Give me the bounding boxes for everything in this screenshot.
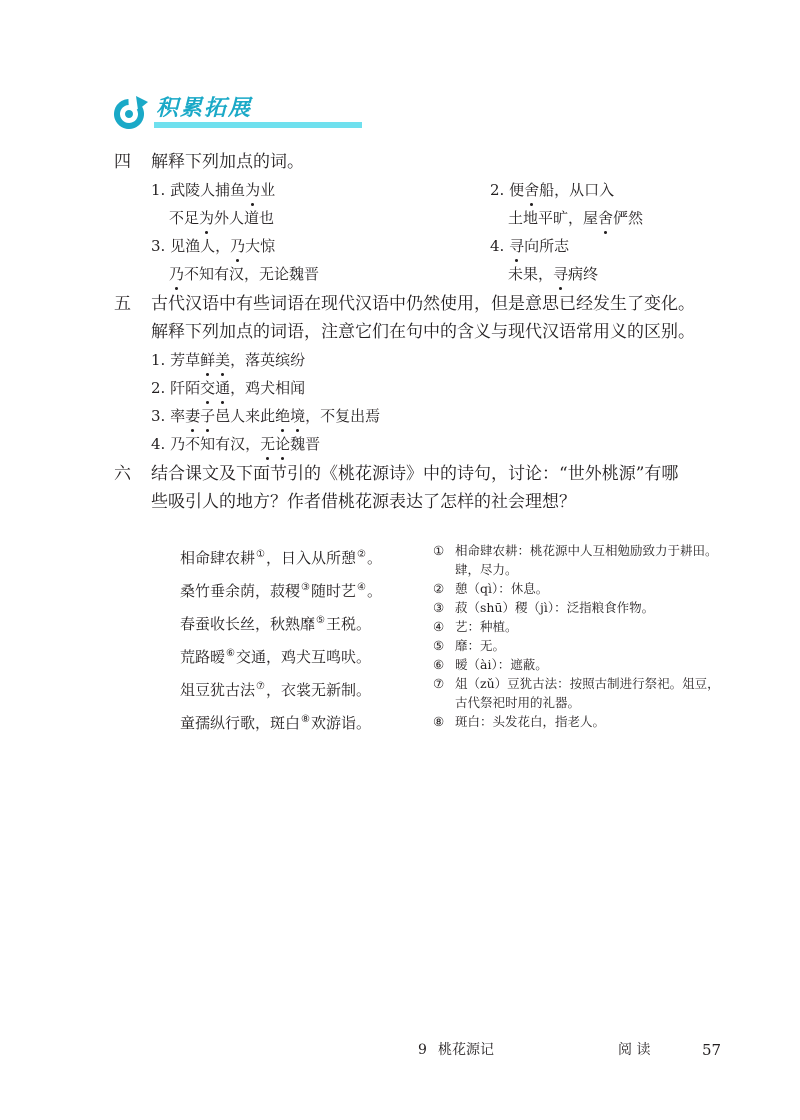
footnote: ① 相命肆农耕：桃花源中人互相勉励致力于耕田。肆，尽力。 xyxy=(433,543,718,577)
q5-number: 五 xyxy=(114,294,131,314)
poem-line: 相命肆农耕①，日入从所憩②。 xyxy=(180,549,382,567)
poem-line: 桑竹垂余荫，菽稷③随时艺④。 xyxy=(180,582,382,600)
poem-line: 春蚕收长丝，秋熟靡⑤王税。 xyxy=(180,615,371,633)
footnote: ⑥ 暧（ài）：遮蔽。 xyxy=(433,657,548,672)
q5-line1: 古代汉语中有些词语在现代汉语中仍然使用，但是意思已经发生了变化。 xyxy=(151,294,695,314)
q4-item-2-line1: 2. 便舍船，从口入 xyxy=(490,176,614,204)
footer-lesson-title: 桃花源记 xyxy=(438,1042,494,1058)
q6-number: 六 xyxy=(114,464,131,484)
q5-line2: 解释下列加点的词语，注意它们在句中的含义与现代汉语常用义的区别。 xyxy=(151,322,695,342)
q4-item-4-line1: 4. 寻向所志 xyxy=(490,232,569,260)
section-title: 积累拓展 xyxy=(156,96,253,121)
q4-item-2-line2: 土地平旷，屋舍俨然 xyxy=(508,204,643,232)
poem-line: 俎豆犹古法⑦，衣裳无新制。 xyxy=(180,681,371,699)
q4-item-1-line1: 1. 武陵人捕鱼为业 xyxy=(151,176,275,204)
q5-item-3: 3. 率妻子邑人来此绝境，不复出焉 xyxy=(151,402,380,430)
q4-text: 解释下列加点的词。 xyxy=(151,152,304,172)
poem-line: 荒路暧⑥交通，鸡犬互鸣吠。 xyxy=(180,648,371,666)
footnote: ② 憩（qì）：休息。 xyxy=(433,581,549,596)
footnote: ⑧ 斑白：头发花白，指老人。 xyxy=(433,714,606,729)
footnote: ③ 菽（shū）稷（jì）：泛指粮食作物。 xyxy=(433,600,655,615)
footer-section: 阅 读 xyxy=(618,1042,651,1058)
q4-item-4-line2: 未果，寻病终 xyxy=(508,260,598,288)
q6-line1: 结合课文及下面节引的《桃花源诗》中的诗句，讨论：“世外桃源”有哪 xyxy=(151,464,679,484)
footnotes xyxy=(433,541,723,731)
q5-item-4: 4. 乃不知有汉，无论魏晋 xyxy=(151,430,320,458)
poem-excerpt xyxy=(180,540,382,738)
q5-item-2: 2. 阡陌交通，鸡犬相闻 xyxy=(151,374,305,402)
q4-item-1-line2: 不足为外人道也 xyxy=(169,204,274,232)
footer-lesson-number: 9 xyxy=(418,1042,427,1058)
q4-number: 四 xyxy=(114,152,131,172)
footnote: ⑦ 俎（zǔ）豆犹古法：按照古制进行祭祀。俎豆，古代祭祀时用的礼器。 xyxy=(433,676,720,710)
footnote: ⑤ 靡：无。 xyxy=(433,638,506,653)
footnote: ④ 艺：种植。 xyxy=(433,619,518,634)
refresh-arrow-icon xyxy=(112,94,150,132)
q4-item-3-line1: 3. 见渔人，乃大惊 xyxy=(151,232,275,260)
page-number: 57 xyxy=(702,1041,722,1059)
q6-line2: 些吸引人的地方？作者借桃花源表达了怎样的社会理想？ xyxy=(151,492,576,512)
poem-line: 童孺纵行歌，斑白⑧欢游诣。 xyxy=(180,714,371,732)
q5-item-1: 1. 芳草鲜美，落英缤纷 xyxy=(151,346,305,374)
q4-item-3-line2: 乃不知有汉，无论魏晋 xyxy=(169,260,319,288)
